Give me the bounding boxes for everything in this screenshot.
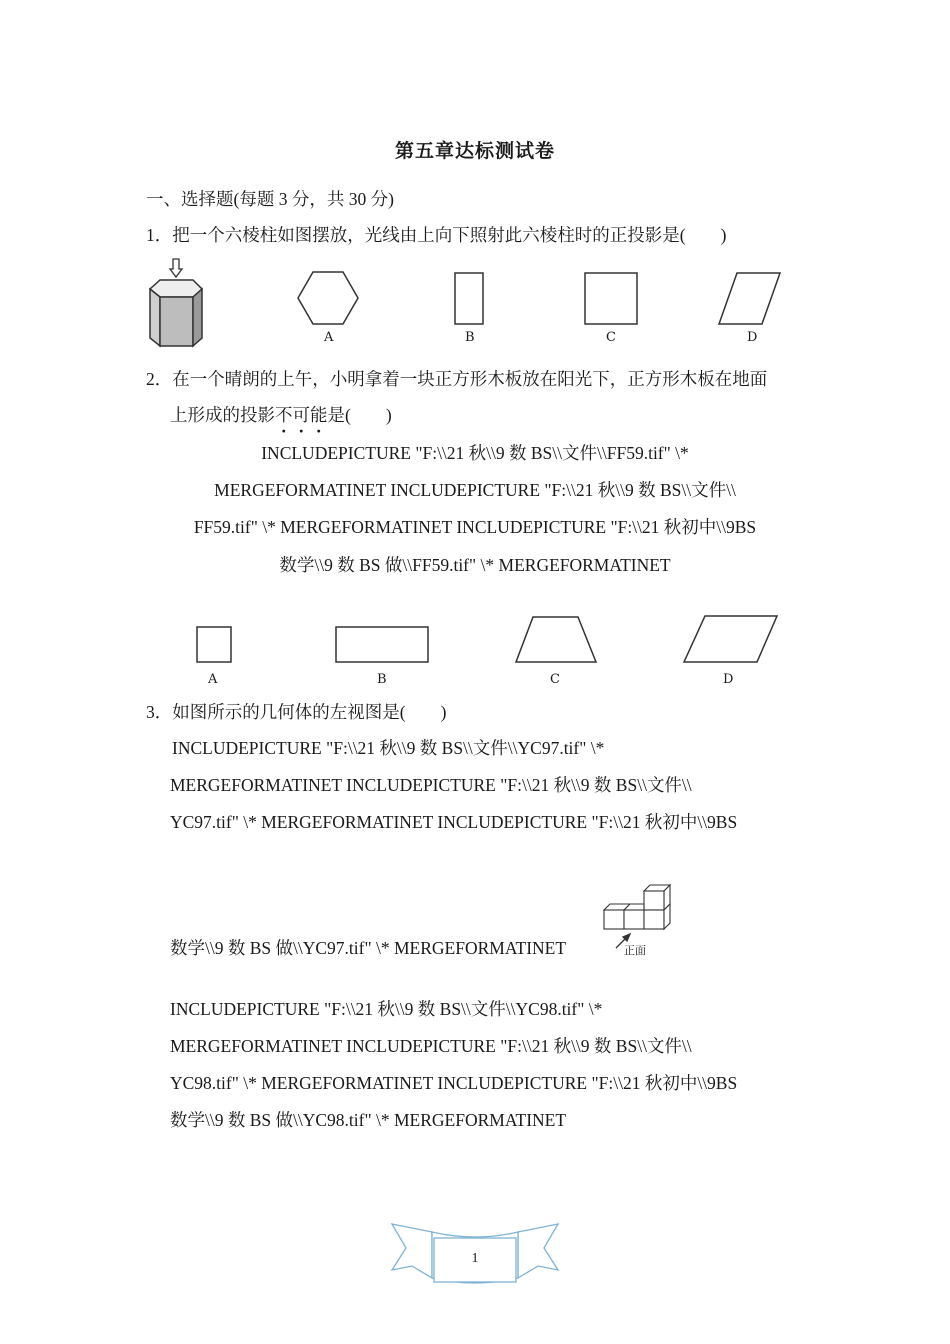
option-b-rectangle	[455, 273, 483, 324]
page-title: 第五章达标测试卷	[394, 140, 555, 162]
option-a-square	[197, 627, 231, 662]
q1-option-c-label: C	[606, 330, 616, 345]
q1-option-b-label: B	[465, 330, 475, 345]
q3-field-code-line: INCLUDEPICTURE "F:\\21 秋\\9 数 BS\\文件\\YC97.tif" \*	[172, 738, 605, 758]
option-c-square	[585, 273, 637, 324]
page-number: 1	[471, 1251, 479, 1266]
light-arrow-icon	[170, 259, 182, 277]
q3-field-code-line: YC98.tif" \* MERGEFORMATINET INCLUDEPICTURE "F:\\21 秋初中\\9BS	[170, 1073, 738, 1093]
q2-option-a-label: A	[208, 672, 218, 687]
q3-field-code-line: MERGEFORMATINET INCLUDEPICTURE "F:\\21 秋\\9 数 BS\\文件\\	[170, 775, 692, 795]
question-3-stem: 3．如图所示的几何体的左视图是( )	[146, 702, 447, 722]
q3-field-code-line: YC97.tif" \* MERGEFORMATINET INCLUDEPICTURE "F:\\21 秋初中\\9BS	[170, 812, 738, 832]
q2-figure	[0, 610, 950, 680]
option-b-rectangle	[336, 627, 428, 662]
q1-figure	[0, 255, 950, 355]
emphasis-char: 可	[292, 405, 310, 425]
question-2-stem-line2: 上形成的投影不可能是( )	[170, 405, 392, 425]
hexagonal-prism	[150, 280, 202, 346]
section-heading: 一、选择题(每题 3 分，共 30 分)	[146, 189, 394, 209]
q2-option-b-label: B	[377, 672, 387, 687]
emphasis-char: 不	[275, 405, 293, 425]
option-d-parallelogram	[719, 273, 780, 324]
q2-option-d-label: D	[723, 672, 734, 687]
option-a-hexagon	[298, 272, 358, 324]
q2-field-code-line: MERGEFORMATINET INCLUDEPICTURE "F:\\21 秋\\9 数 BS\\文件\\	[214, 480, 736, 500]
q2-option-c-label: C	[550, 672, 560, 687]
q1-option-d-label: D	[747, 330, 758, 345]
q2-field-code-line: 数学\\9 数 BS 做\\FF59.tif" \* MERGEFORMATINET	[279, 555, 671, 575]
q2-field-code-line: FF59.tif" \* MERGEFORMATINET INCLUDEPICTURE "F:\\21 秋初中\\9BS	[193, 517, 757, 537]
q2-field-code-line: INCLUDEPICTURE "F:\\21 秋\\9 数 BS\\文件\\FF59.tif" \*	[261, 443, 689, 463]
front-label: 正面	[624, 944, 646, 957]
q3-field-code-line: 数学\\9 数 BS 做\\YC98.tif" \* MERGEFORMATINET	[170, 1110, 567, 1130]
option-d-parallelogram	[684, 616, 777, 662]
q3-field-code-line: 数学\\9 数 BS 做\\YC97.tif" \* MERGEFORMATINET	[170, 938, 567, 958]
option-c-trapezoid	[516, 617, 596, 662]
q3-field-code-line: INCLUDEPICTURE "F:\\21 秋\\9 数 BS\\文件\\YC98.tif" \*	[170, 999, 603, 1019]
emphasis-char: 能	[310, 405, 328, 425]
q3-field-code-line: MERGEFORMATINET INCLUDEPICTURE "F:\\21 秋\\9 数 BS\\文件\\	[170, 1036, 692, 1056]
q1-option-a-label: A	[324, 330, 334, 345]
question-1-stem: 1．把一个六棱柱如图摆放，光线由上向下照射此六棱柱时的正投影是( )	[146, 225, 727, 245]
question-2-stem-line1: 2．在一个晴朗的上午，小明拿着一块正方形木板放在阳光下，正方形木板在地面	[146, 369, 768, 389]
